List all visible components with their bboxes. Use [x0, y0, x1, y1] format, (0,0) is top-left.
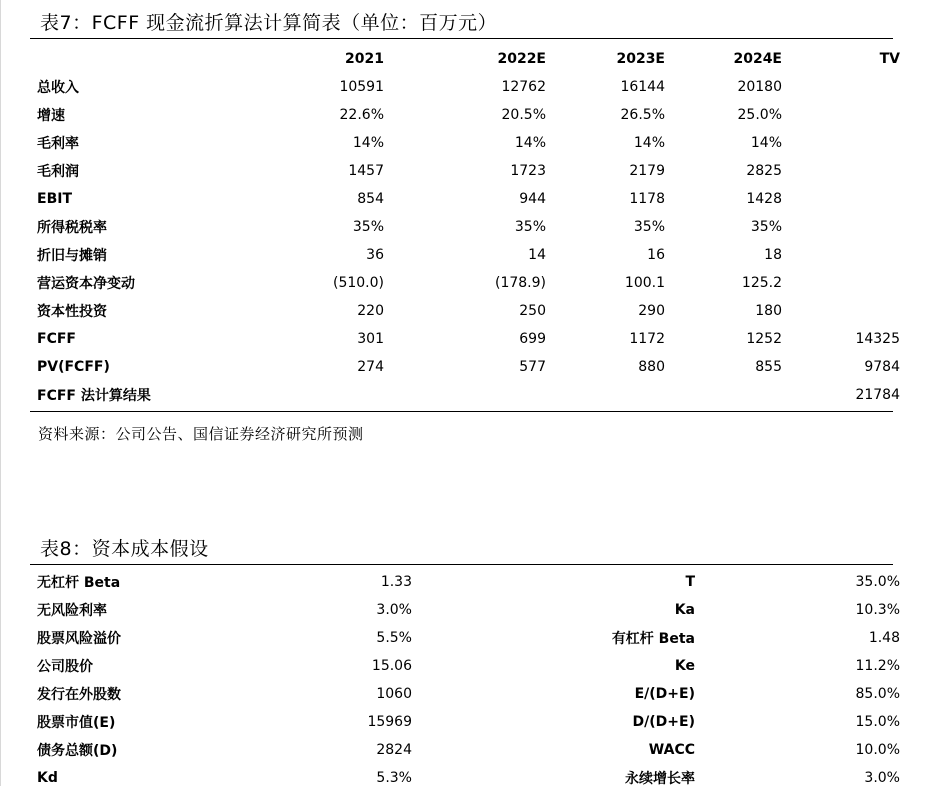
cell: 21784	[855, 387, 900, 403]
cell: 250	[519, 303, 546, 319]
table-row	[30, 652, 900, 680]
cell: 1172	[629, 331, 665, 347]
cell: 35%	[352, 219, 384, 235]
table8-caption: 表8：资本成本假设	[40, 538, 209, 560]
cell: 699	[519, 331, 546, 347]
cell: 12762	[501, 79, 546, 95]
param-label: 股票市值(E)	[37, 715, 116, 731]
cell: 577	[519, 359, 546, 375]
cell: 944	[519, 191, 546, 207]
param-label: 无风险利率	[37, 603, 107, 619]
table7-header-row	[30, 45, 900, 73]
row-label: PV(FCFF)	[37, 359, 110, 375]
cell	[782, 185, 900, 213]
header-cell-2021: 2021	[345, 51, 384, 67]
cell: 14%	[352, 135, 384, 151]
cell: (178.9)	[494, 275, 546, 291]
cell: 14%	[514, 135, 546, 151]
table-row	[30, 101, 900, 129]
cell: 855	[755, 359, 782, 375]
cell: 22.6%	[339, 107, 384, 123]
header-cell	[30, 45, 257, 73]
cell: 2179	[629, 163, 665, 179]
cell: 1178	[629, 191, 665, 207]
cell: 1428	[746, 191, 782, 207]
param-label: E/(D+E)	[634, 686, 695, 702]
table-row	[30, 708, 900, 736]
cell: 35%	[750, 219, 782, 235]
table-row	[30, 325, 900, 353]
param-value: 11.2%	[855, 658, 900, 674]
cell: 290	[638, 303, 665, 319]
capital-cost-table	[30, 568, 900, 792]
row-label: FCFF 法计算结果	[37, 388, 151, 404]
cell: 35%	[514, 219, 546, 235]
row-label: 营运资本净变动	[37, 276, 135, 292]
cell: 14%	[633, 135, 665, 151]
row-label: EBIT	[37, 191, 72, 207]
param-value: 3.0%	[376, 602, 412, 618]
param-label: 永续增长率	[625, 771, 695, 787]
cell: 16	[647, 247, 665, 263]
table-row	[30, 269, 900, 297]
cell: 9784	[864, 359, 900, 375]
table-row	[30, 624, 900, 652]
row-label: 毛利润	[37, 164, 79, 180]
cell: 274	[357, 359, 384, 375]
param-label: 公司股价	[37, 659, 93, 675]
table-row	[30, 680, 900, 708]
cell	[782, 129, 900, 157]
cell: (510.0)	[332, 275, 384, 291]
table-row	[30, 185, 900, 213]
param-label: 发行在外股数	[37, 687, 121, 703]
cell	[782, 297, 900, 325]
param-value: 85.0%	[855, 686, 900, 702]
table-row	[30, 297, 900, 325]
cell	[782, 213, 900, 241]
table-row	[30, 736, 900, 764]
param-value: 5.5%	[376, 630, 412, 646]
param-value: 10.0%	[855, 742, 900, 758]
param-value: 15.06	[371, 658, 412, 674]
param-label: 债务总额(D)	[37, 743, 118, 759]
param-value: 5.3%	[376, 770, 412, 786]
param-label: Kd	[37, 770, 58, 786]
cell: 301	[357, 331, 384, 347]
param-value: 1.48	[868, 630, 900, 646]
cell: 20180	[737, 79, 782, 95]
row-label: 总收入	[37, 80, 79, 96]
header-cell-tv: TV	[879, 51, 900, 67]
table-row	[30, 213, 900, 241]
param-value: 10.3%	[855, 602, 900, 618]
cell: 20.5%	[501, 107, 546, 123]
table-row	[30, 381, 900, 409]
table-row	[30, 764, 900, 792]
row-label: FCFF	[37, 331, 76, 347]
header-cell-2024e: 2024E	[733, 51, 782, 67]
cell: 14325	[855, 331, 900, 347]
cell	[546, 381, 665, 409]
page-edge-line	[0, 0, 1, 786]
row-label: 毛利率	[37, 136, 79, 152]
cell: 1252	[746, 331, 782, 347]
table-row	[30, 353, 900, 381]
param-label: T	[685, 574, 695, 590]
table7-caption: 表7：FCFF 现金流折算法计算简表（单位：百万元）	[40, 12, 498, 34]
cell: 35%	[633, 219, 665, 235]
cell	[782, 157, 900, 185]
param-value: 3.0%	[864, 770, 900, 786]
cell	[782, 241, 900, 269]
source-note: 资料来源：公司公告、国信证券经济研究所预测	[38, 425, 364, 443]
row-label: 折旧与摊销	[37, 248, 107, 264]
table-row	[30, 157, 900, 185]
table7-top-rule	[30, 38, 893, 39]
param-value: 35.0%	[855, 574, 900, 590]
cell: 36	[366, 247, 384, 263]
cell: 10591	[339, 79, 384, 95]
cell	[782, 73, 900, 101]
param-value: 15.0%	[855, 714, 900, 730]
cell: 16144	[620, 79, 665, 95]
param-label: D/(D+E)	[632, 714, 695, 730]
cell	[257, 381, 384, 409]
param-value: 1.33	[380, 574, 412, 590]
cell: 125.2	[741, 275, 782, 291]
cell: 1457	[348, 163, 384, 179]
param-label: Ke	[674, 658, 695, 674]
cell: 18	[764, 247, 782, 263]
cell	[665, 381, 782, 409]
cell: 2825	[746, 163, 782, 179]
cell	[782, 269, 900, 297]
cell: 25.0%	[737, 107, 782, 123]
cell: 180	[755, 303, 782, 319]
cell: 100.1	[624, 275, 665, 291]
cell: 220	[357, 303, 384, 319]
table-row	[30, 568, 900, 596]
cell: 880	[638, 359, 665, 375]
param-label: WACC	[648, 742, 695, 758]
param-value: 2824	[376, 742, 412, 758]
cell: 26.5%	[620, 107, 665, 123]
param-label: 股票风险溢价	[37, 631, 121, 647]
table8-top-rule	[30, 564, 893, 565]
table-row	[30, 596, 900, 624]
fcff-table	[30, 45, 900, 409]
param-value: 1060	[376, 686, 412, 702]
header-cell-2022e: 2022E	[497, 51, 546, 67]
row-label: 增速	[37, 108, 65, 124]
cell	[782, 101, 900, 129]
row-label: 所得税税率	[37, 220, 107, 236]
table-row	[30, 73, 900, 101]
cell	[384, 381, 546, 409]
cell: 854	[357, 191, 384, 207]
param-label: 无杠杆 Beta	[37, 575, 121, 591]
table7-bottom-rule	[30, 411, 893, 412]
param-label: Ka	[674, 602, 695, 618]
header-cell-2023e: 2023E	[616, 51, 665, 67]
table-row	[30, 241, 900, 269]
cell: 14	[528, 247, 546, 263]
param-value: 15969	[367, 714, 412, 730]
cell: 14%	[750, 135, 782, 151]
row-label: 资本性投资	[37, 304, 107, 320]
cell: 1723	[510, 163, 546, 179]
param-label: 有杠杆 Beta	[611, 631, 695, 647]
table-row	[30, 129, 900, 157]
